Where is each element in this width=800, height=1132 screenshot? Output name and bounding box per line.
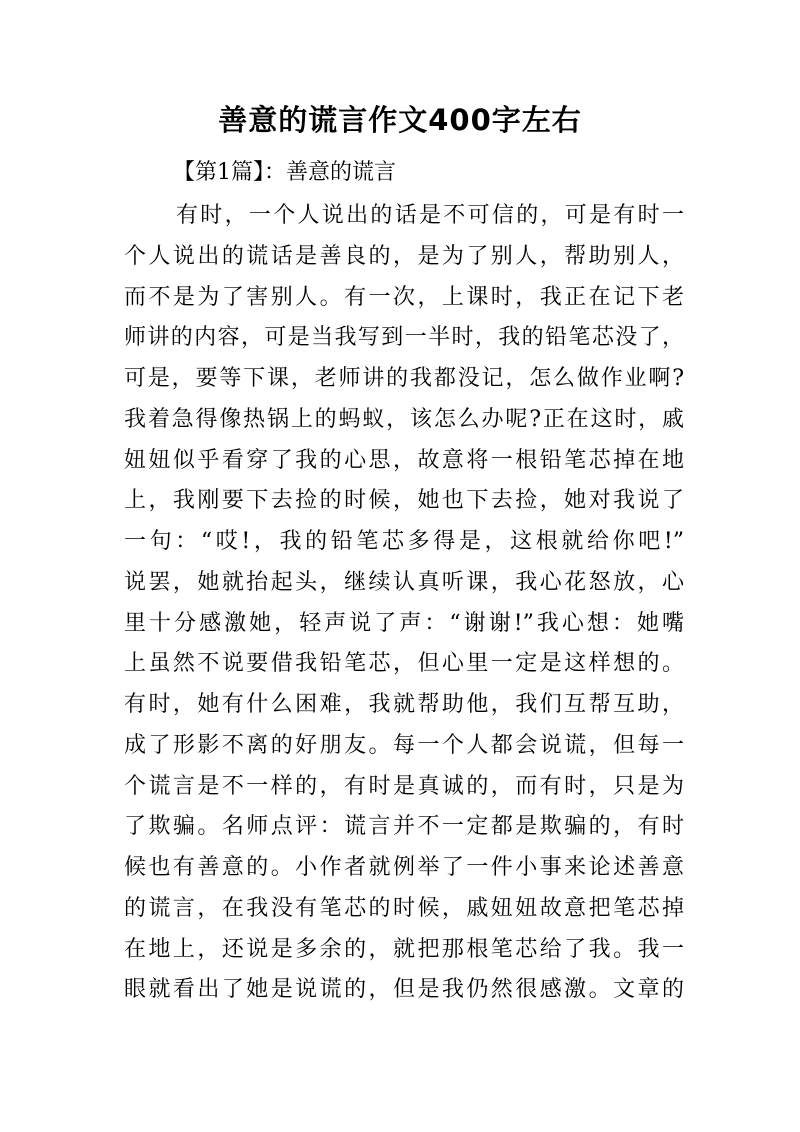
body-line: 了欺骗。名师点评：谎言并不一定都是欺骗的，有时 [124,814,684,840]
document-title: 善意的谎言作文400字左右 [218,103,582,137]
body-line: 师讲的内容，可是当我写到一半时，我的铅笔芯没了， [124,325,684,351]
body-line: 上虽然不说要借我铅笔芯，但心里一定是这样想的。 [124,651,684,677]
body-line: 眼就看出了她是说谎的，但是我仍然很感激。文章的 [124,977,684,1003]
body-line: 可是，要等下课，老师讲的我都没记，怎么做作业啊? [124,366,684,391]
section-heading: 【第1篇】：善意的谎言 [173,160,396,185]
body-line: 的谎言，在我没有笔芯的时候，戚妞妞故意把笔芯掉 [124,895,684,921]
body-line: 在地上，还说是多余的，就把那根笔芯给了我。我一 [124,936,684,962]
body-line: 里十分感激她，轻声说了声：“谢谢!”我心想：她嘴 [124,610,684,636]
body-line: 而不是为了害别人。有一次，上课时，我正在记下老 [124,284,684,310]
body-line: 上，我刚要下去捡的时候，她也下去捡，她对我说了 [124,488,684,514]
body-line: 说罢，她就抬起头，继续认真听课，我心花怒放，心 [124,569,684,595]
body-line: 一句：“哎!，我的铅笔芯多得是，这根就给你吧!” [124,529,684,554]
essay-body [124,196,684,1011]
body-line: 我着急得像热锅上的蚂蚁，该怎么办呢?正在这时，戚 [124,406,684,432]
body-line: 成了形影不离的好朋友。每一个人都会说谎，但每一 [124,732,684,758]
body-line: 有时，她有什么困难，我就帮助他，我们互帮互助， [124,692,684,717]
body-line: 个谎言是不一样的，有时是真诚的，而有时，只是为 [124,773,684,799]
body-line: 候也有善意的。小作者就例举了一件小事来论述善意 [124,855,684,880]
body-line: 有时，一个人说出的话是不可信的，可是有时一 [176,203,684,228]
body-line: 个人说出的谎话是善良的，是为了别人，帮助别人， [124,243,684,269]
body-line: 妞妞似乎看穿了我的心思，故意将一根铅笔芯掉在地 [124,447,684,473]
